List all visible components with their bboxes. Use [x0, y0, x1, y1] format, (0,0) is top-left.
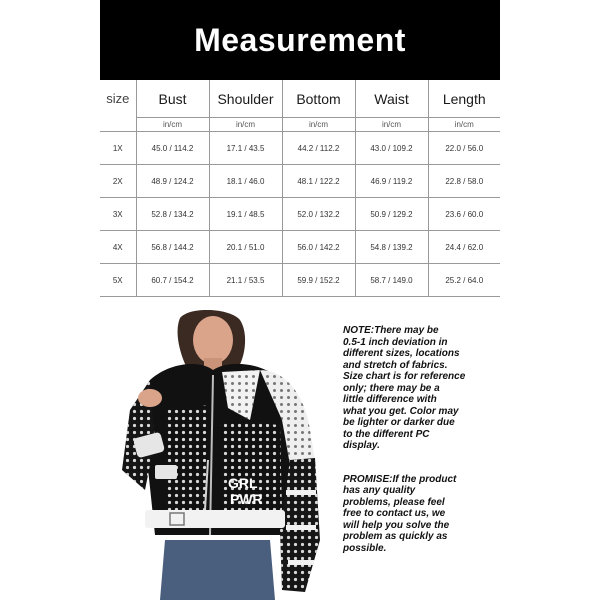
value-cell: 17.1 / 43.5 [209, 132, 282, 165]
size-cell: 3X [100, 198, 136, 231]
size-cell: 4X [100, 231, 136, 264]
value-cell: 54.8 / 139.2 [355, 231, 428, 264]
column-header-waist: Waist [355, 80, 428, 118]
value-cell: 52.0 / 132.2 [282, 198, 355, 231]
size-cell: 5X [100, 264, 136, 297]
value-cell: 21.1 / 53.5 [209, 264, 282, 297]
value-cell: 44.2 / 112.2 [282, 132, 355, 165]
value-cell: 58.7 / 149.0 [355, 264, 428, 297]
table-row-4x [100, 231, 500, 264]
patch-text-grl: GRL [228, 475, 258, 491]
unit-cell: in/cm [428, 118, 500, 132]
page-title: Measurement [100, 0, 500, 80]
column-header-shoulder: Shoulder [209, 80, 282, 118]
table-row-1x [100, 132, 500, 165]
column-header-length: Length [428, 80, 500, 118]
value-cell: 52.8 / 134.2 [136, 198, 209, 231]
table-row-5x [100, 264, 500, 297]
table-row-2x [100, 165, 500, 198]
value-cell: 60.7 / 154.2 [136, 264, 209, 297]
promise-text: PROMISE:If the product has any quality problems, please feel free to contact us, we will help you solve the problem as quickly as possible. [343, 473, 457, 554]
value-cell: 56.0 / 142.2 [282, 231, 355, 264]
value-cell: 48.9 / 124.2 [136, 165, 209, 198]
table-header-row [100, 80, 500, 118]
unit-cell: in/cm [209, 118, 282, 132]
value-cell: 20.1 / 51.0 [209, 231, 282, 264]
value-cell: 59.9 / 152.2 [282, 264, 355, 297]
value-cell: 24.4 / 62.0 [428, 231, 500, 264]
value-cell: 45.0 / 114.2 [136, 132, 209, 165]
size-cell: 2X [100, 165, 136, 198]
table-row-3x [100, 198, 500, 231]
value-cell: 22.8 / 58.0 [428, 165, 500, 198]
size-column-header: size [106, 91, 130, 107]
value-cell: 19.1 / 48.5 [209, 198, 282, 231]
value-cell: 46.9 / 119.2 [355, 165, 428, 198]
product-photo [110, 310, 325, 600]
unit-cell: in/cm [136, 118, 209, 132]
face [193, 316, 233, 364]
belt [145, 510, 285, 528]
unit-cell: in/cm [282, 118, 355, 132]
measurement-table [100, 80, 500, 297]
unit-cell: in/cm [355, 118, 428, 132]
value-cell: 48.1 / 122.2 [282, 165, 355, 198]
notes-panel [343, 325, 493, 576]
value-cell: 56.8 / 144.2 [136, 231, 209, 264]
value-cell: 18.1 / 46.0 [209, 165, 282, 198]
note-text: NOTE:There may be 0.5-1 inch deviation in different sizes, locations and stretch of fabrics. Size chart is for reference only; there may be a little difference with what you get. Color may be lighter or darker due to the different PC display. [343, 325, 466, 451]
jeans [160, 540, 275, 600]
column-header-bust: Bust [136, 80, 209, 118]
unit-cell-empty [100, 118, 136, 132]
value-cell: 43.0 / 109.2 [355, 132, 428, 165]
value-cell: 22.0 / 56.0 [428, 132, 500, 165]
value-cell: 23.6 / 60.0 [428, 198, 500, 231]
patch-text-pwr: PWR [230, 491, 263, 507]
column-header-bottom: Bottom [282, 80, 355, 118]
unit-row [100, 118, 500, 132]
value-cell: 50.9 / 129.2 [355, 198, 428, 231]
size-cell: 1X [100, 132, 136, 165]
value-cell: 25.2 / 64.0 [428, 264, 500, 297]
